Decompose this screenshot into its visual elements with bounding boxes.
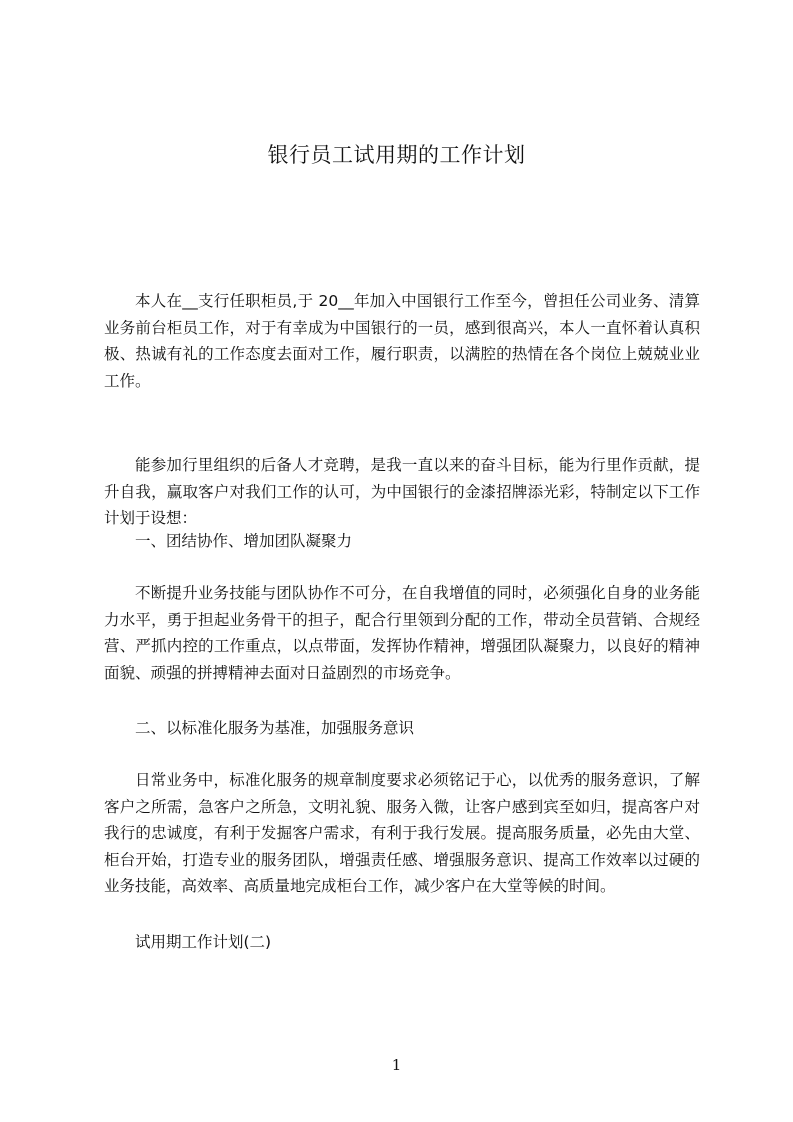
paragraph-goal: 能参加行里组织的后备人才竞聘，是我一直以来的奋斗目标，能为行里作贡献，提升自我，赢取客户对我们工作的认可，为中国银行的金漆招牌添光彩，特制定以下工作计划于设想： [104,456,700,527]
paragraph-intro: 本人在__支行任职柜员,于 20__年加入中国银行工作至今，曾担任公司业务、清算业务前台柜员工作，对于有幸成为中国银行的一员，感到很高兴，本人一直怀着认真积极、热诚有礼的工作态度去面对工作，履行职责，以满腔的热情在各个岗位上兢兢业业工作。 [104,292,700,390]
section-heading-plan-two: 试用期工作计划(二) [135,933,272,951]
section-heading-teamwork: 一、团结协作、增加团队凝聚力 [135,532,353,550]
paragraph-service: 日常业务中，标准化服务的规章制度要求必须铭记于心，以优秀的服务意识，了解客户之所需，急客户之所急，文明礼貌、服务入微，让客户感到宾至如归，提高客户对我行的忠诚度，有利于发掘客户需求，有利于我行发展。提高服务质量，必先由大堂、柜台开始，打造专业的服务团队，增强责任感、增强服务意识、提高工作效率以过硬的业务技能，高效率、高质量地完成柜台工作，减少客户在大堂等候的时间。 [104,771,700,895]
document-title: 银行员工试用期的工作计划 [267,143,526,167]
paragraph-teamwork: 不断提升业务技能与团队协作不可分，在自我增值的同时，必须强化自身的业务能力水平，勇于担起业务骨干的担子，配合行里领到分配的工作，带动全员营销、合规经营、严抓内控的工作重点，以点带面，发挥协作精神，增强团队凝聚力，以良好的精神面貌、顽强的拼搏精神去面对日益剧烈的市场竞争。 [104,584,700,682]
section-heading-service: 二、以标准化服务为基准，加强服务意识 [135,719,415,737]
page-number: 1 [391,1056,402,1074]
